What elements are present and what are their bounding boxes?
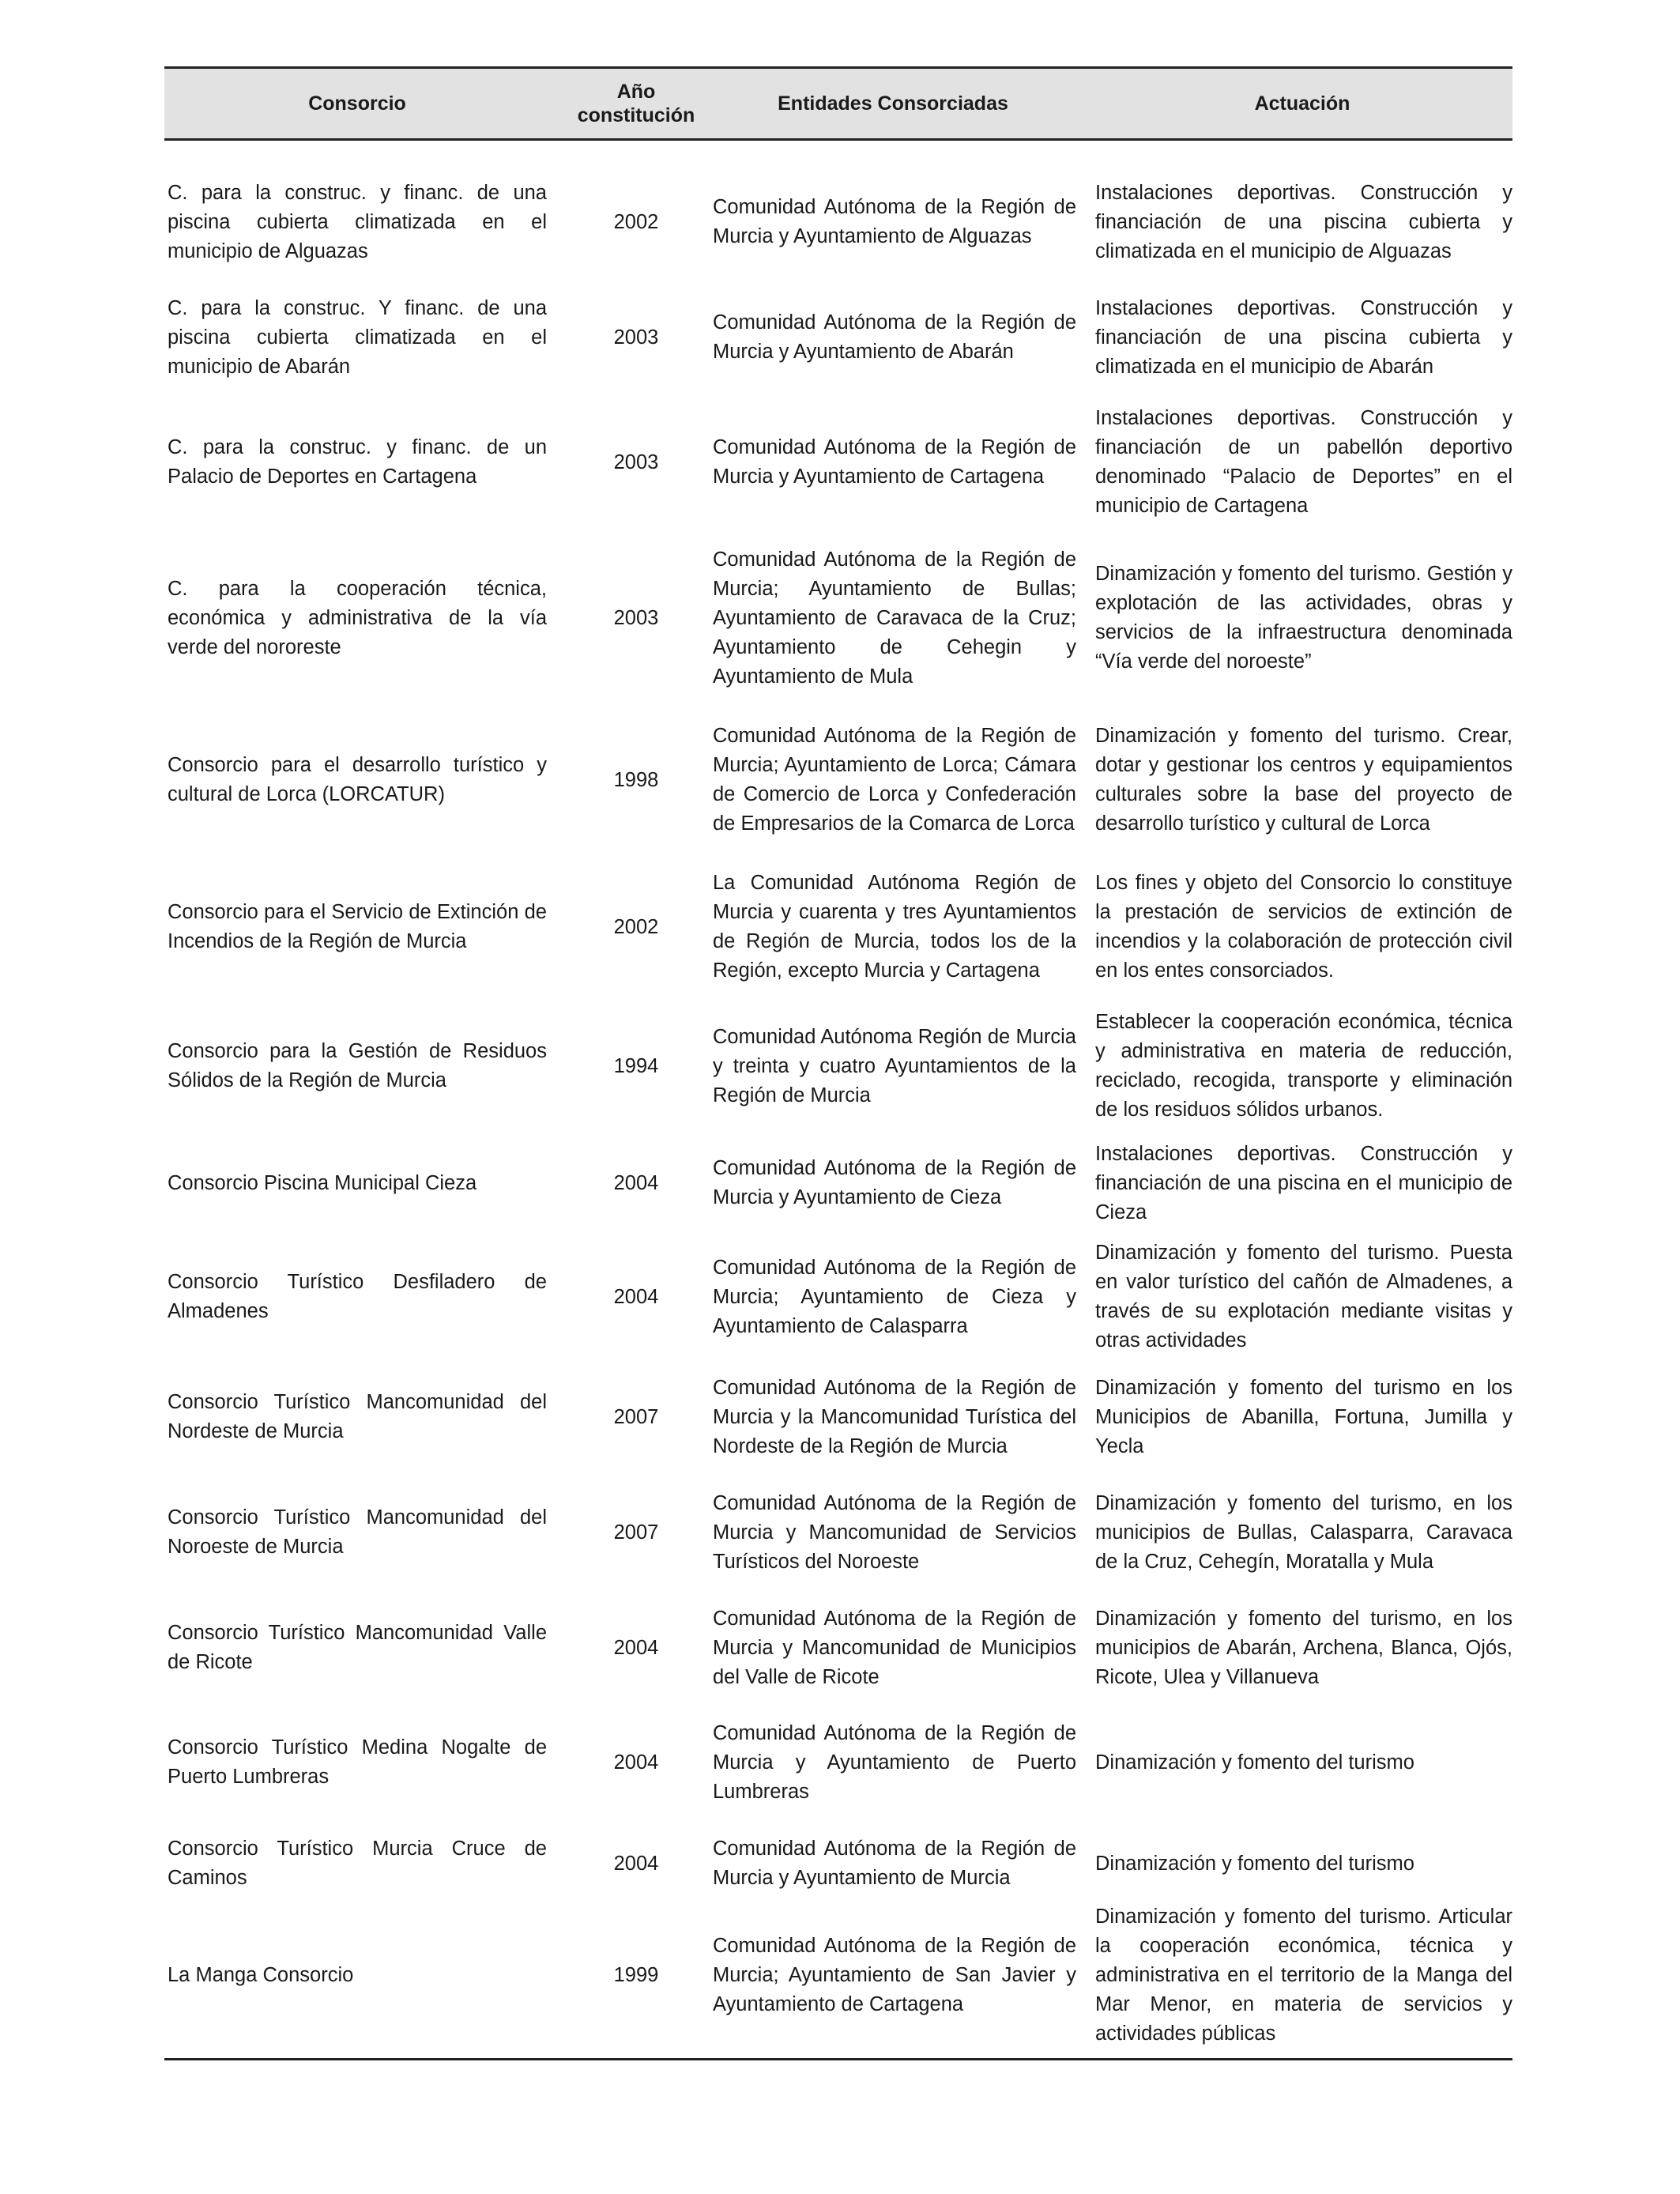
cell-entidades: Comunidad Autónoma Región de Murcia y treinta y cuatro Ayuntamientos de la Región de Murcia	[713, 1025, 1076, 1106]
table-row	[164, 280, 1512, 395]
cell-consorcio: Consorcio Turístico Murcia Cruce de Caminos	[168, 1838, 547, 1889]
cell-anio: 1994	[613, 1054, 659, 1077]
cell-actuacion: Instalaciones deportivas. Construcción y financiación de una piscina cubierta y climatizada en el municipio de Abarán	[1095, 296, 1512, 378]
cell-entidades: Comunidad Autónoma de la Región de Murcia y Ayuntamiento de Alguazas	[713, 196, 1076, 247]
cell-consorcio: C. para la construc. y financ. de un Palacio de Deportes en Cartagena	[168, 436, 547, 488]
cell-consorcio: Consorcio Turístico Mancomunidad Valle de Ricote	[168, 1622, 547, 1673]
table-row	[164, 1001, 1512, 1132]
cell-entidades: Comunidad Autónoma de la Región de Murcia y Ayuntamiento de Cartagena	[713, 436, 1076, 488]
cell-actuacion: Dinamización y fomento del turismo. Crear, dotar y gestionar los centros y equipamientos culturales sobre la base del proyecto de desarrollo turístico y cultural de Lorca	[1095, 725, 1512, 835]
cell-actuacion: Dinamización y fomento del turismo	[1095, 1852, 1414, 1875]
cell-anio: 2007	[613, 1405, 659, 1428]
cell-actuacion: Los fines y objeto del Consorcio lo constituye la prestación de servicios de extinción de incendios y la colaboración de protección civil en los entes consorciados.	[1095, 872, 1512, 982]
cell-entidades: Comunidad Autónoma de la Región de Murcia y Ayuntamiento de Cieza	[713, 1157, 1076, 1208]
cell-actuacion: Instalaciones deportivas. Construcción y financiación de una piscina cubierta y climatizada en el municipio de Alguazas	[1095, 181, 1512, 262]
cell-actuacion: Dinamización y fomento del turismo. Puesta en valor turístico del cañón de Almadenes, a través de su explotación mediante visitas y otras actividades	[1095, 1242, 1512, 1351]
cell-anio: 2004	[613, 1171, 659, 1194]
cell-consorcio: Consorcio para el Servicio de Extinción de Incendios de la Región de Murcia	[168, 901, 547, 952]
cell-consorcio: Consorcio Turístico Desfiladero de Almadenes	[168, 1271, 547, 1322]
cell-entidades: Comunidad Autónoma de la Región de Murcia y Ayuntamiento de Puerto Lumbreras	[713, 1721, 1076, 1803]
cell-actuacion: Dinamización y fomento del turismo. Gestión y explotación de las actividades, obras y servicios de la infraestructura denominada “Vía verde del noroeste”	[1095, 563, 1512, 673]
cell-entidades: Comunidad Autónoma de la Región de Murcia y Mancomunidad de Municipios del Valle de Ricote	[713, 1607, 1076, 1688]
table-bottom-rule	[164, 2058, 1512, 2060]
cell-consorcio: C. para la cooperación técnica, económica y administrativa de la vía verde del nororeste	[168, 577, 547, 658]
cell-actuacion: Instalaciones deportivas. Construcción y financiación de una piscina en el municipio de Cieza	[1095, 1142, 1512, 1223]
cell-anio: 2003	[613, 326, 659, 349]
cell-consorcio: Consorcio Turístico Medina Nogalte de Puerto Lumbreras	[168, 1736, 547, 1788]
table-row	[164, 1819, 1512, 1908]
cell-anio: 2003	[613, 606, 659, 629]
table-row	[164, 164, 1512, 280]
cell-entidades: Comunidad Autónoma de la Región de Murcia y la Mancomunidad Turística del Nordeste de la Región de Murcia	[713, 1376, 1076, 1457]
table-row	[164, 530, 1512, 707]
cell-anio: 2004	[613, 1751, 659, 1774]
cell-entidades: Comunidad Autónoma de la Región de Murcia y Mancomunidad de Servicios Turísticos del Noroeste	[713, 1491, 1076, 1573]
header-actuacion: Actuación	[1254, 92, 1350, 115]
cell-anio: 2002	[613, 210, 659, 233]
cell-actuacion: Dinamización y fomento del turismo	[1095, 1751, 1414, 1774]
header-consorcio: Consorcio	[308, 92, 406, 115]
cell-anio: 2002	[613, 915, 659, 938]
cell-consorcio: C. para la construc. Y financ. de una piscina cubierta climatizada en el municipio de Abarán	[168, 296, 547, 378]
cell-consorcio: C. para la construc. y financ. de una piscina cubierta climatizada en el municipio de Alguazas	[168, 181, 547, 262]
cell-consorcio: Consorcio Turístico Mancomunidad del Nordeste de Murcia	[168, 1391, 547, 1442]
cell-consorcio: Consorcio Turístico Mancomunidad del Noroeste de Murcia	[168, 1506, 547, 1558]
cell-actuacion: Dinamización y fomento del turismo, en los municipios de Abarán, Archena, Blanca, Ojós, Ricote, Ulea y Villanueva	[1095, 1607, 1512, 1688]
header-entidades: Entidades Consorciadas	[778, 92, 1008, 115]
table-body	[164, 141, 1512, 2045]
cell-anio: 1999	[613, 1963, 659, 1986]
table-row	[164, 1590, 1512, 1706]
cell-anio: 2007	[613, 1521, 659, 1544]
cell-anio: 1998	[613, 768, 659, 791]
cell-consorcio: Consorcio para la Gestión de Residuos Sólidos de la Región de Murcia	[168, 1040, 547, 1091]
cell-actuacion: Dinamización y fomento del turismo, en los municipios de Bullas, Calasparra, Caravaca de la Cruz, Cehegín, Moratalla y Mula	[1095, 1491, 1512, 1573]
table-row	[164, 1475, 1512, 1590]
cell-actuacion: Dinamización y fomento del turismo. Articular la cooperación económica, técnica y administrativa en el territorio de la Manga del Mar Menor, en materia de servicios y actividades públicas	[1095, 1905, 1512, 2045]
consorcios-table	[164, 66, 1512, 2060]
cell-consorcio: Consorcio Piscina Municipal Cieza	[168, 1171, 477, 1194]
cell-actuacion: Instalaciones deportivas. Construcción y financiación de un pabellón deportivo denominado “Palacio de Deportes” en el municipio de Cartagena	[1095, 407, 1512, 517]
cell-entidades: Comunidad Autónoma de la Región de Murcia; Ayuntamiento de Cieza y Ayuntamiento de Calasparra	[713, 1256, 1076, 1337]
table-row	[164, 1132, 1512, 1235]
cell-entidades: Comunidad Autónoma de la Región de Murcia y Ayuntamiento de Murcia	[713, 1838, 1076, 1889]
cell-anio: 2004	[613, 1636, 659, 1659]
cell-entidades: Comunidad Autónoma de la Región de Murcia y Ayuntamiento de Abarán	[713, 311, 1076, 363]
table-row	[164, 1905, 1512, 2045]
table-row	[164, 1235, 1512, 1359]
table-row	[164, 707, 1512, 854]
cell-entidades: La Comunidad Autónoma Región de Murcia y cuarenta y tres Ayuntamientos de Región de Murcia, todos los de la Región, excepto Murcia y Cartagena	[713, 872, 1076, 982]
header-anio: Año constitución	[577, 81, 695, 126]
cell-entidades: Comunidad Autónoma de la Región de Murcia; Ayuntamiento de Lorca; Cámara de Comercio de Lorca y Confederación de Empresarios de la Comarca de Lorca	[713, 725, 1076, 835]
cell-anio: 2004	[613, 1852, 659, 1875]
cell-consorcio: Consorcio para el desarrollo turístico y cultural de Lorca (LORCATUR)	[168, 754, 547, 805]
table-row	[164, 395, 1512, 530]
cell-actuacion: Establecer la cooperación económica, técnica y administrativa en materia de reducción, reciclado, recogida, transporte y eliminación de los residuos sólidos urbanos.	[1095, 1011, 1512, 1121]
cell-actuacion: Dinamización y fomento del turismo en los Municipios de Abanilla, Fortuna, Jumilla y Yecla	[1095, 1376, 1512, 1457]
table-header	[164, 66, 1512, 141]
cell-consorcio: La Manga Consorcio	[168, 1963, 354, 1986]
cell-anio: 2003	[613, 450, 659, 473]
cell-entidades: Comunidad Autónoma de la Región de Murcia; Ayuntamiento de Bullas; Ayuntamiento de Caravaca de la Cruz; Ayuntamiento de Cehegin y Ayuntamiento de Mula	[713, 548, 1076, 688]
table-row	[164, 1706, 1512, 1819]
cell-anio: 2004	[613, 1285, 659, 1308]
table-row	[164, 854, 1512, 1001]
cell-entidades: Comunidad Autónoma de la Región de Murcia; Ayuntamiento de San Javier y Ayuntamiento de Cartagena	[713, 1934, 1076, 2015]
table-row	[164, 1359, 1512, 1475]
